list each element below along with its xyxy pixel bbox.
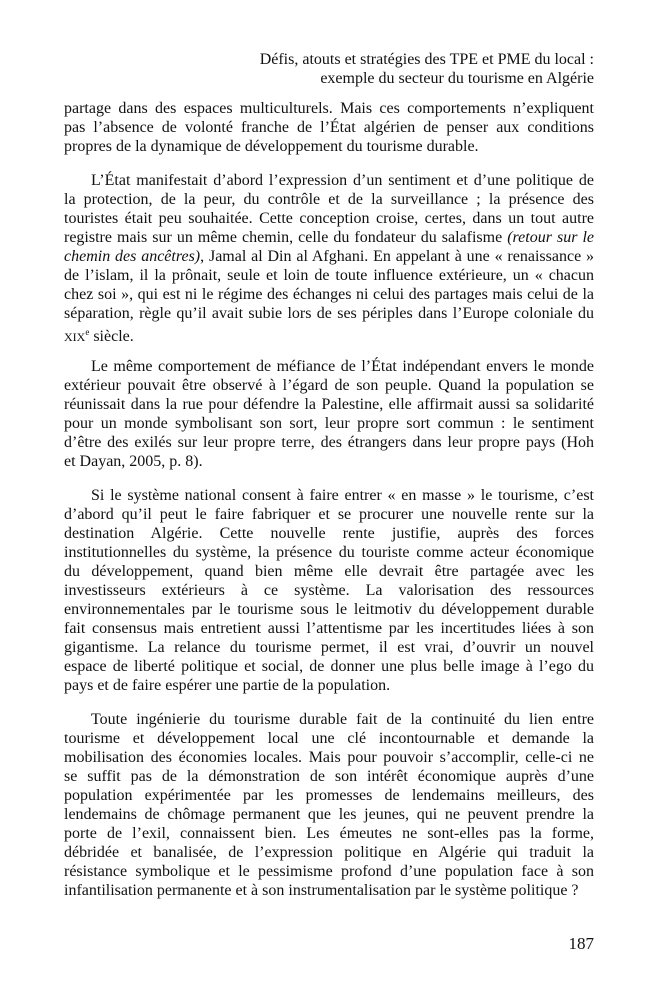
text-line — [64, 505, 594, 524]
text-segment: porte de l’exil, connaissent bien. Les émeutes ne sont-elles pas la forme, — [64, 825, 594, 842]
paragraph — [64, 486, 594, 695]
text-segment: de l’islam, il la prônait, seule et loin de toute influence extérieure, un « chacun — [64, 267, 594, 284]
text-line — [64, 805, 594, 824]
text-line — [64, 99, 594, 118]
text-line — [64, 843, 594, 862]
text-line — [64, 285, 594, 304]
text-line — [64, 862, 594, 881]
text-segment: débridée et banalisée, de l’expression politique en Algérie qui traduit la — [64, 844, 594, 861]
text-segment: destination Algérie. Cette nouvelle rente justifie, auprès des forces — [64, 525, 594, 542]
text-segment: espace de liberté politique et social, de donner une plus belle image à l’ego du — [64, 658, 594, 675]
text-line — [64, 171, 594, 190]
text-line — [64, 414, 594, 433]
text-line — [64, 266, 594, 285]
text-segment: pays et de faire espérer une partie de la population. — [64, 677, 391, 694]
text-line — [64, 247, 594, 266]
body-text — [64, 99, 594, 900]
text-line — [64, 395, 594, 414]
text-segment: propres de la dynamique de développement du tourisme durable. — [64, 138, 479, 155]
text-line — [64, 729, 594, 748]
page-number: 187 — [568, 934, 594, 953]
text-line — [64, 209, 594, 228]
text-line — [64, 228, 594, 247]
text-line — [64, 524, 594, 543]
text-segment: d’être des exilés sur leur propre terre, des étrangers dans leur propre pays (Hoh — [64, 434, 594, 451]
text-line — [64, 824, 594, 843]
text-line — [64, 710, 594, 729]
text-segment: la protection, de la peur, du contrôle et de la surveillance ; la présence des — [64, 191, 594, 208]
text-line — [64, 486, 594, 505]
text-line — [64, 452, 594, 471]
text-segment: partage dans des espaces multiculturels. Mais ces comportements n’expliquent — [64, 100, 594, 117]
text-segment: touristes était peu souhaitée. Cette conception croise, certes, dans un tout autre — [64, 210, 594, 227]
text-segment: pas l’absence de volonté franche de l’État algérien de penser aux conditions — [64, 119, 594, 136]
text-line — [64, 657, 594, 676]
text-line — [64, 376, 594, 395]
text-segment: population expérimentée par les promesses de lendemains meilleurs, des — [64, 787, 594, 804]
running-header — [260, 50, 594, 88]
text-segment: d’abord qu’il peut le faire fabriquer et se procurer une nouvelle rente sur la — [64, 506, 594, 523]
text-segment: Toute ingénierie du tourisme durable fait de la continuité du lien entre — [91, 711, 594, 728]
text-segment: pour un monde symbolisant son sort, leur propre sort commun : le sentiment — [64, 415, 594, 432]
running-header-line-2: exemple du secteur du tourisme en Algérie — [320, 70, 594, 87]
text-segment: se suffit pas de la démonstration de son intérêt économique auprès d’une — [64, 768, 594, 785]
text-segment: chez soi », qui est ni le régime des échanges ni celui des partages mais celui de la — [64, 286, 594, 303]
text-segment: registre mais sur un même chemin, celle du fondateur du salafisme — [64, 229, 508, 246]
text-line — [64, 433, 594, 452]
text-segment: tourisme et développement local une clé incontournable et demande la — [64, 730, 594, 747]
text-segment: résistance symbolique et le pessimisme profond d’une population face à son — [64, 863, 594, 880]
text-segment: mobilisation des économies locales. Mais pour pouvoir s’accomplir, celle-ci ne — [64, 749, 594, 766]
text-line — [64, 581, 594, 600]
text-segment: Le même comportement de méfiance de l’État indépendant envers le monde — [91, 358, 594, 375]
text-line — [64, 190, 594, 209]
running-header-line-1: Défis, atouts et stratégies des TPE et PME du local : — [259, 51, 594, 68]
text-segment: XIX — [64, 330, 86, 344]
paragraph — [64, 171, 594, 345]
text-segment: séparation, règle qu’il avait subie lors de ses périples dans l’Europe coloniale du — [64, 305, 594, 322]
text-line — [64, 881, 594, 900]
text-segment: environnementales par le tourisme sous le leitmotiv du développement durable — [64, 601, 594, 618]
text-segment: infantilisation permanente et à son instrumentalisation par le système politique ? — [64, 882, 579, 899]
text-segment: investisseurs extérieurs à ce système. La valorisation des ressources — [64, 582, 594, 599]
text-segment: siècle. — [89, 328, 134, 345]
text-line — [64, 562, 594, 581]
text-segment: L’État manifestait d’abord l’expression d’un sentiment et d’une politique de — [91, 172, 594, 189]
text-line — [64, 357, 594, 376]
italic-text: (retour sur le — [507, 229, 594, 246]
text-segment: et Dayan, 2005, p. 8). — [64, 453, 203, 470]
text-segment: Si le système national consent à faire entrer « en masse » le tourisme, c’est — [91, 487, 594, 504]
text-line — [64, 786, 594, 805]
text-line — [64, 323, 594, 345]
text-line — [64, 638, 594, 657]
text-segment: e — [85, 327, 90, 337]
text-segment: extérieur pouvait être observé à l’égard de son peuple. Quand la population se — [64, 377, 594, 394]
text-line — [64, 137, 594, 156]
text-segment: , Jamal al Din al Afghani. En appelant à une « renaissance » — [200, 248, 594, 265]
text-line — [64, 304, 594, 323]
italic-text: chemin des ancêtres) — [64, 248, 201, 265]
text-segment: lendemains de chômage permanent que les jeunes, qui ne peuvent prendre la — [64, 806, 594, 823]
paragraph — [64, 99, 594, 156]
text-segment: du développement, quand bien même elle devrait être partagée avec les — [64, 563, 594, 580]
text-segment: fait consensus mais entretient aussi l’attentisme par les incertitudes liées à son — [64, 620, 594, 637]
text-line — [64, 676, 594, 695]
text-segment: réunissait dans la rue pour défendre la Palestine, elle affirmait aussi sa solidarité — [64, 396, 594, 413]
text-line — [64, 767, 594, 786]
text-line — [64, 118, 594, 137]
text-line — [64, 748, 594, 767]
text-line — [64, 543, 594, 562]
paragraph — [64, 357, 594, 471]
text-segment: gigantisme. La relance du tourisme permet, il est vrai, d’ouvrir un nouvel — [64, 639, 594, 656]
text-line — [64, 619, 594, 638]
text-line — [64, 600, 594, 619]
paragraph — [64, 710, 594, 900]
text-segment: institutionnelles du système, la présence du touriste comme acteur économique — [64, 544, 594, 561]
